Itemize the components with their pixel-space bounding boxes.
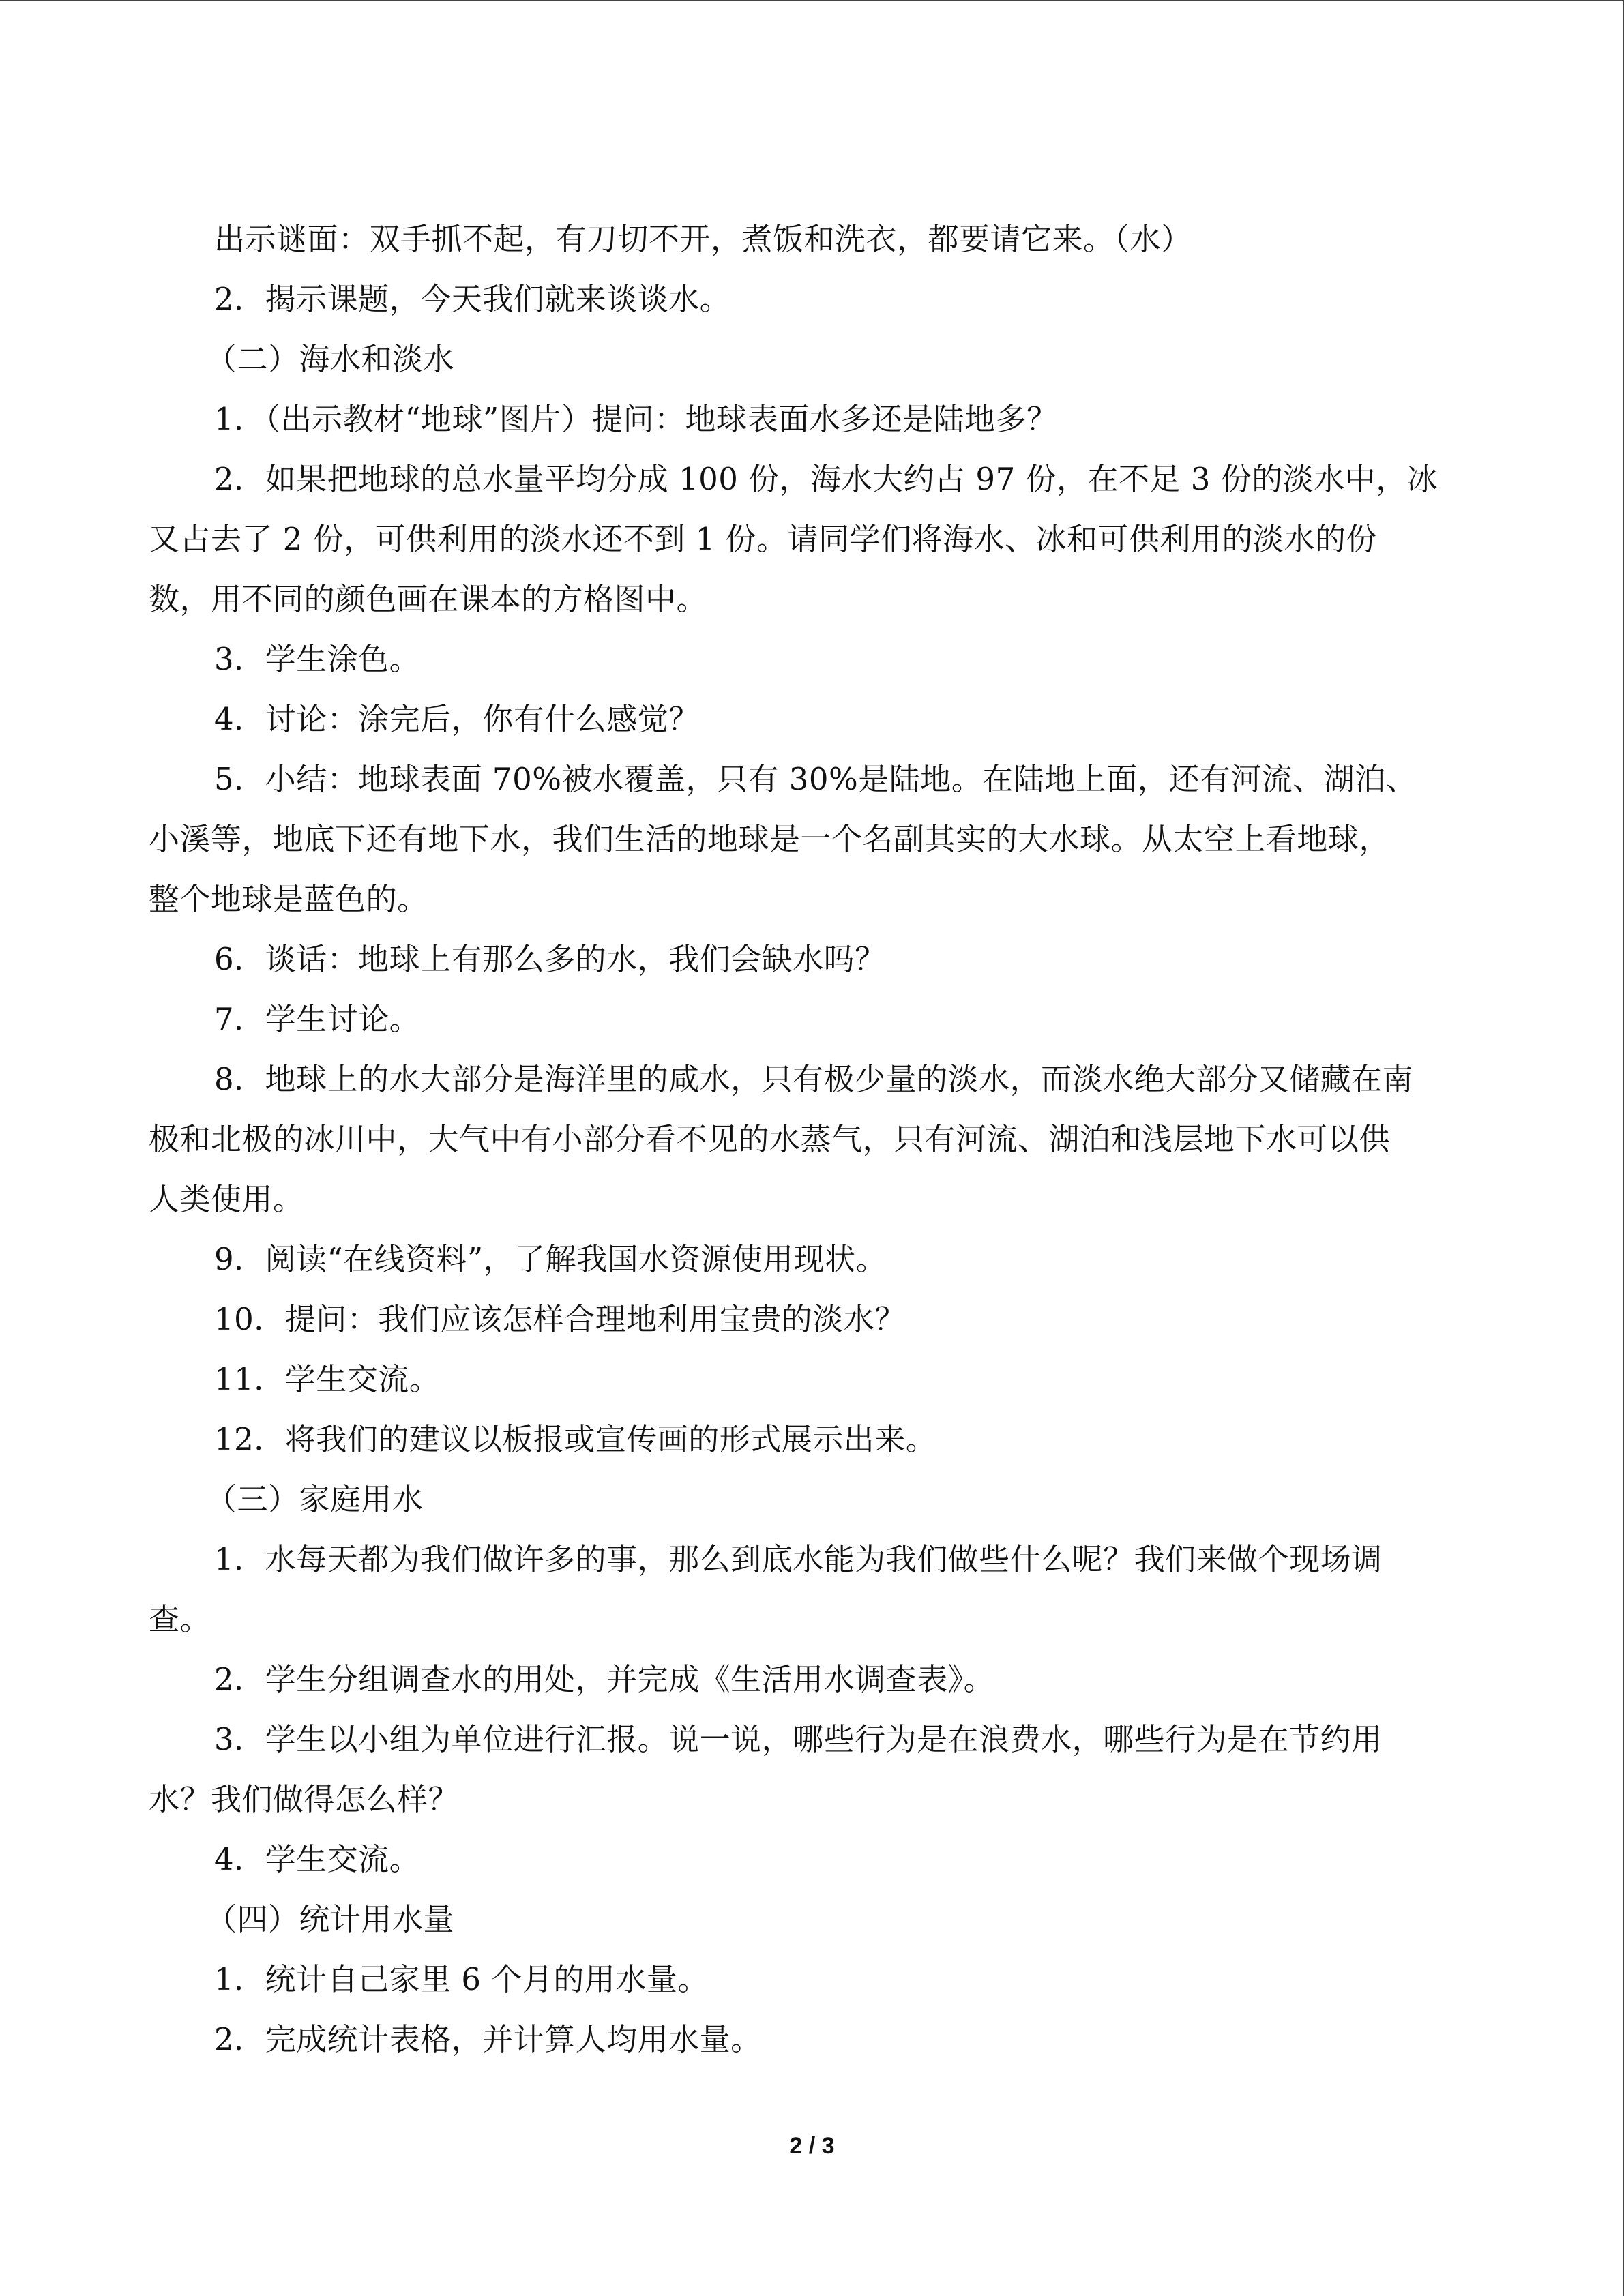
text-line: 3．学生以小组为单位进行汇报。说一说，哪些行为是在浪费水，哪些行为是在节约用 bbox=[214, 1721, 1383, 1757]
text-line: 1．（出示教材“地球”图片）提问：地球表面水多还是陆地多？ bbox=[214, 401, 1058, 437]
text-line: 数，用不同的颜色画在课本的方格图中。 bbox=[149, 581, 708, 617]
text-line: 小溪等，地底下还有地下水，我们生活的地球是一个名副其实的大水球。从太空上看地球， bbox=[149, 821, 1391, 857]
text-line: 11．学生交流。 bbox=[214, 1361, 441, 1397]
section-heading: （二）海水和淡水 bbox=[206, 341, 455, 377]
text-line: 2．学生分组调查水的用处，并完成《生活用水调查表》。 bbox=[214, 1661, 995, 1697]
text-line: 2．如果把地球的总水量平均分成 100 份，海水大约占 97 份，在不足 3 份的淡水中，冰 bbox=[214, 461, 1438, 497]
section-heading: （四）统计用水量 bbox=[206, 1901, 455, 1937]
text-line: 2．完成统计表格，并计算人均用水量。 bbox=[214, 2021, 762, 2057]
document-body bbox=[149, 209, 1479, 2070]
text-line: 7．学生讨论。 bbox=[214, 1001, 421, 1037]
text-line: 极和北极的冰川中，大气中有小部分看不见的水蒸气，只有河流、湖泊和浅层地下水可以供 bbox=[149, 1121, 1391, 1157]
text-line: 6．谈话：地球上有那么多的水，我们会缺水吗？ bbox=[214, 941, 886, 977]
text-line: 4．学生交流。 bbox=[214, 1841, 421, 1877]
text-line: 整个地球是蓝色的。 bbox=[149, 881, 428, 917]
section-heading: （三）家庭用水 bbox=[206, 1481, 424, 1517]
text-line: 又占去了 2 份，可供利用的淡水还不到 1 份。请同学们将海水、冰和可供利用的淡水的份 bbox=[149, 521, 1377, 557]
text-line: 1．水每天都为我们做许多的事，那么到底水能为我们做些什么呢？我们来做个现场调 bbox=[214, 1541, 1383, 1577]
text-line: 查。 bbox=[149, 1601, 211, 1637]
text-line: 3．学生涂色。 bbox=[214, 641, 421, 677]
text-line: 人类使用。 bbox=[149, 1181, 304, 1217]
text-line: 2．揭示课题，今天我们就来谈谈水。 bbox=[214, 281, 731, 317]
text-line: 出示谜面：双手抓不起，有刀切不开，煮饭和洗衣，都要请它来。（水） bbox=[214, 221, 1192, 257]
text-line: 10．提问：我们应该怎样合理地利用宝贵的淡水？ bbox=[214, 1301, 906, 1337]
page-number: 2 / 3 bbox=[789, 2133, 835, 2159]
text-line: 12．将我们的建议以板报或宣传画的形式展示出来。 bbox=[214, 1421, 937, 1457]
text-line: 1．统计自己家里 6 个月的用水量。 bbox=[214, 1961, 709, 1997]
text-line: 4．讨论：涂完后，你有什么感觉？ bbox=[214, 701, 700, 737]
text-line: 水？我们做得怎么样？ bbox=[149, 1781, 460, 1817]
text-line: 5．小结：地球表面 70%被水覆盖，只有 30%是陆地。在陆地上面，还有河流、湖泊、 bbox=[214, 761, 1417, 797]
text-line: 9．阅读“在线资料”，了解我国水资源使用现状。 bbox=[214, 1241, 887, 1277]
text-line: 8．地球上的水大部分是海洋里的咸水，只有极少量的淡水，而淡水绝大部分又储藏在南 bbox=[214, 1061, 1414, 1097]
